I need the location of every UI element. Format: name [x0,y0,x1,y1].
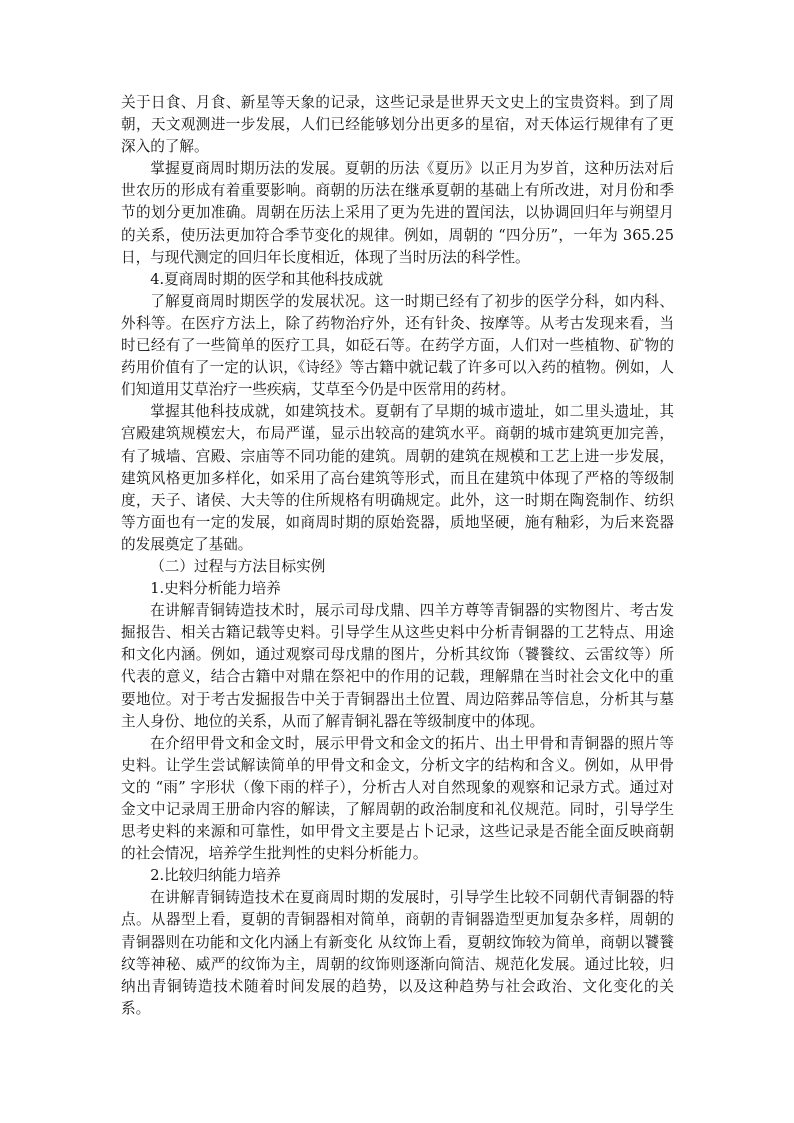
paragraph-bronze-comparison: 在讲解青铜铸造技术在夏商周时期的发展时，引导学生比较不同朝代青铜器的特点。从器型上看，夏朝的青铜器相对简单，商朝的青铜器造型更加复杂多样，周朝的青铜器则在功能和文化内涵上有新变化 从纹饰上看，夏朝纹饰较为简单，商朝以饕餮纹等神秘、威严的纹饰为主，周朝的纹饰则逐渐向简洁、规范化发展。通过比较，归纳出青铜铸造技术随着时间发展的趋势，以及这种趋势与社会政治、文化变化的关系。 [121,889,674,1017]
paragraph-bronze-sources: 在讲解青铜铸造技术时，展示司母戊鼎、四羊方尊等青铜器的实物图片、考古发掘报告、相关古籍记载等史料。引导学生从这些史料中分析青铜器的工艺特点、用途和文化内涵。例如，通过观察司母戊鼎的图片，分析其纹饰（饕餮纹、云雷纹等）所代表的意义，结合古籍中对鼎在祭祀中的作用的记载，理解鼎在当时社会文化中的重要地位。对于考古发掘报告中关于青铜器出土位置、周边陪葬品等信息，分析其与墓主人身份、地位的关系，从而了解青铜礼器在等级制度中的体现。 [121,602,674,730]
section-heading-medicine: 4.夏商周时期的医学和其他科技成就 [150,270,384,288]
paragraph-astronomy-records: 关于日食、月食、新星等天象的记录，这些记录是世界天文史上的宝贵资料。到了周朝，天文观测进一步发展，人们已经能够划分出更多的星宿，对天体运行规律有了更深入的了解。 [121,94,674,156]
paragraph-oracle-bone-script: 在介绍甲骨文和金文时，展示甲骨文和金文的拓片、出土甲骨和青铜器的照片等史料。让学生尝试解读简单的甲骨文和金文，分析文字的结构和含义。例如，从甲骨文的 “雨” 字形状（像下雨的样子），分析古人对自然现象的观察和记录方式。通过对金文中记录周王册命内容的解读，了解周朝的政治制度和礼仪规范。同时，引导学生思考史料的来源和可靠性，如甲骨文主要是占卜记录，这些记录是否能全面反映商朝的社会情况，培养学生批判性的史料分析能力。 [121,734,674,863]
section-heading-process-method: （二）过程与方法目标实例 [150,557,326,575]
document-body [121,92,674,1020]
paragraph-calendar: 掌握夏商周时期历法的发展。夏朝的历法《夏历》以正月为岁首，这种历法对后世农历的形成有着重要影响。商朝的历法在继承夏朝的基础上有所改进，对月份和季节的划分更加准确。周朝在历法上采用了更为先进的置闰法，以协调回归年与朔望月的关系，使历法更加符合季节变化的规律。例如，周朝的 “四分历”，一年为 365.25 日，与现代测定的回归年长度相近，体现了当时历法的科学性。 [121,160,674,266]
section-heading-source-analysis: 1.史料分析能力培养 [150,580,281,598]
paragraph-architecture: 掌握其他科技成就，如建筑技术。夏朝有了早期的城市遗址，如二里头遗址，其宫殿建筑规模宏大，布局严谨，显示出较高的建筑水平。商朝的城市建筑更加完善，有了城墙、宫殿、宗庙等不同功能的建筑。周朝的建筑在规模和工艺上进一步发展，建筑风格更加多样化，如采用了高台建筑等形式，而且在建筑中体现了严格的等级制度，天子、诸侯、大夫等的住所规格有明确规定。此外，这一时期在陶瓷制作、纺织等方面也有一定的发展，如商周时期的原始瓷器，质地坚硬，施有釉彩，为后来瓷器的发展奠定了基础。 [121,403,674,553]
section-heading-comparison: 2.比较归纳能力培养 [150,867,281,885]
paragraph-medicine: 了解夏商周时期医学的发展状况。这一时期已经有了初步的医学分科，如内科、外科等。在医疗方法上，除了药物治疗外，还有针灸、按摩等。从考古发现来看，当时已经有了一些简单的医疗工具，如砭石等。在药学方面，人们对一些植物、矿物的药用价值有了一定的认识，《诗经》等古籍中就记载了许多可以入药的植物。例如，人们知道用艾草治疗一些疾病，艾草至今仍是中医常用的药材。 [121,292,674,399]
